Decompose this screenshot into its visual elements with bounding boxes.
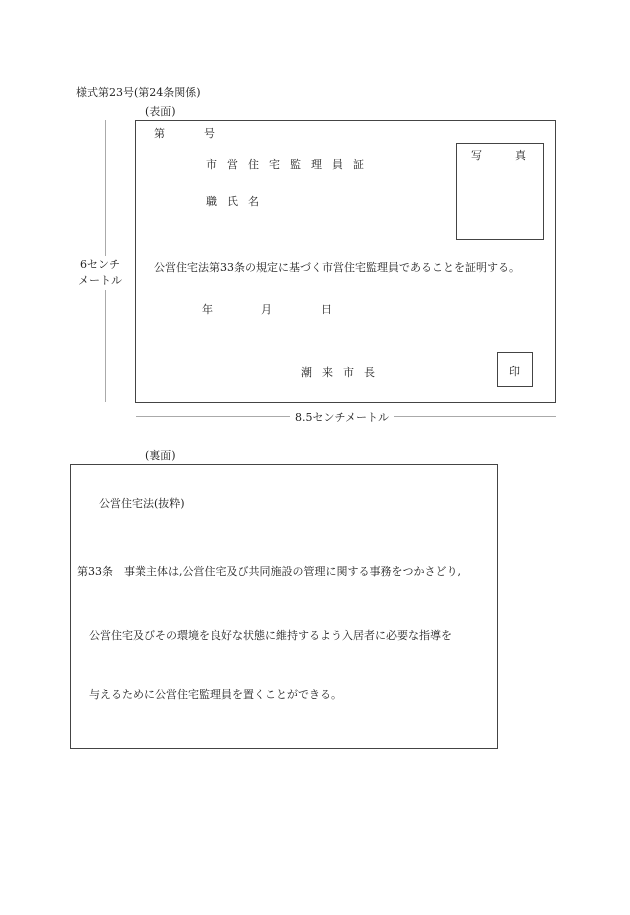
card-number-dai: 第 (154, 127, 165, 140)
law-text-line2: 公営住宅及びその環境を良好な状態に維持するよう入居者に必要な指導を (89, 629, 452, 642)
height-dimension-line1: 6センチ (80, 258, 120, 271)
photo-label: 写 真 (471, 149, 526, 162)
front-side-label: (表面) (145, 105, 176, 118)
back-card (70, 464, 498, 749)
back-side-label: (裏面) (145, 449, 176, 462)
height-dimension-line2: メートル (78, 274, 122, 287)
date-month: 月 (261, 303, 272, 316)
form-number-header: 様式第23号(第24条関係) (76, 86, 201, 99)
law-excerpt-title: 公営住宅法(抜粋) (99, 497, 185, 510)
law-text-line3: 与えるために公営住宅監理員を置くことができる。 (89, 688, 342, 701)
card-title: 市営住宅監理員証 (206, 158, 374, 171)
law-text-line1: 第33条 事業主体は,公営住宅及び共同施設の管理に関する事務をつかさどり, (77, 565, 461, 578)
height-dimension-label (78, 256, 122, 290)
card-number-go: 号 (204, 127, 215, 140)
photo-box (456, 143, 544, 240)
issuer-name: 潮来市長 (301, 366, 385, 379)
date-day: 日 (321, 303, 332, 316)
seal-label: 印 (509, 365, 520, 378)
width-dimension-label: 8.5センチメートル (290, 409, 394, 425)
seal-box (497, 352, 533, 387)
name-field-label: 職氏名 (206, 195, 269, 208)
front-card (135, 120, 556, 403)
certification-statement: 公営住宅法第33条の規定に基づく市営住宅監理員であることを証明する。 (154, 261, 520, 274)
date-year: 年 (202, 303, 213, 316)
